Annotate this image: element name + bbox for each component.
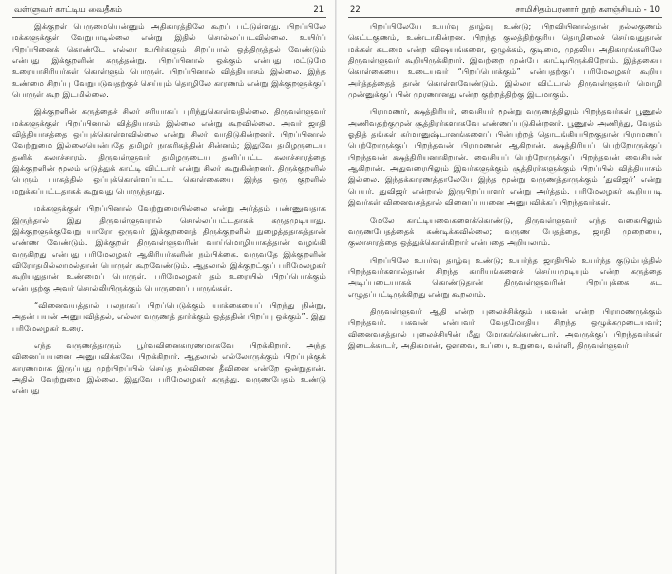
right-page — [336, 0, 672, 574]
right-paragraph-2: பிராமணர், க்ஷத்திரியர், வைசியர் மூன்று வருணத்திலும் பிறந்தவர்கள் பூணூல் அணிவதற்குமுன் சூத்திரர்களாகவே எண்ணப்படுகின்றனர். பூணூல் அணிந்து, வேதம் ஓதித் தங்கள் கர்மானுஷ்டானங்களைப் பின்பற்றத் தொடங்கியபிறகுதான் பிராமணப் பெற்றோருக்குப் பிறந்தவன் பிராமணன் ஆகிறான். க்ஷத்திரியப் பெற்றோருக்குப் பிறந்தவன் க்ஷத்திரியனாகிறான். வைசியப் பெற்றோருக்குப் பிறந்தவன் வைசியன் ஆகிறான். அதுவரையிலும் இவர்களுக்கும் சூத்திரர்களுக்கும் பிறப்பில் வித்தியாசம் இல்லை. இந்தக்காரணத்தாலேயே இந்த மூன்று வருணத்தாருக்கும் ‘துவிஜர்’ என்று பெயர். துவிஜர் என்றால் இருபிறப்பாளர் என்று அர்த்தம். பரிமேலழகர் கூறியபடி இவர்கள் வினைவசத்தால் வினைப்பயனை அனுபவிக்கப் பிறந்தவர்கள். — [348, 106, 662, 208]
left-page-number: 21 — [313, 4, 324, 14]
right-paragraph-1: பிறப்பிலேயே உயர்வு தாழ்வு உண்டு; பிறவியினால்தான் நல்லகுணம் கெட்டகுணம், உண்டாகின்றன. பிறந்த குலத்திற்குரிய தொழிலைச் செய்வதுதான் மக்கள் கடமை என்ற விஷயங்களை, ஒழுக்கம், குடிமை, முதலிய அதிகாரங்களிலே திருவள்ளுவர் கூறியிருக்கிறார். இவற்றை முன்பே காட்டியிருக்கிறோம். இத்தகைய கொள்கையை உடையவர் “பிறப்பொக்கும்” என்பதற்குப் பரிமேலழகர் கூறிய அர்த்தத்தைத் தான் கொள்ளவேண்டும். இல்லா விட்டால் திருவள்ளுவர் மொழி முன்னுக்குப் பின் முரணானது என்ற குற்றத்திற்கு இடமாகும். — [348, 21, 662, 100]
right-running-head-title: சாமிசிதம்பரனார் நூற் களஞ்சியம் - 10 — [515, 4, 660, 14]
left-paragraph-1: இக்குறள் பெருமையென்னும் அதிகாரத்திலே கூறப் பட்டுள்ளது. பிறப்பிலே மக்களுக்குள் வேறுபாடில்லை என்று இதில் சொல்லப்படவில்லை. உயிர்ப் பிறப்பினைக் கொண்டே எல்லா உயிர்களும் சிறப்பால் ஒத்திருத்தல் வேண்டும் என்பது இக்குறளின் கருத்தன்று. பிறப்பினால் ஒக்கும் என்பது மட்டுமே உரையாசிரியர்கள் கொள்ளும் பொருள். பிறப்பினால் வித்தியாசம் இல்லை. இந்த உண்மை சிறப்பு வேறுபடுவதற்குச் செய்யும் தொழிலே காரணம் என்று இக்குறளுக்குப் பொருள் கூற இடமில்லை. — [12, 21, 326, 100]
right-page-number: 22 — [350, 4, 361, 14]
left-running-head-title: வள்ளுவர் காட்டிய வைதீகம் — [14, 4, 122, 14]
left-paragraph-3: மக்களுக்குள் பிறப்பினால் வேற்றுமையில்லை என்று அர்த்தம் பண்ணுவதாக இருந்தால் இது திருவள்ளுவரால் சொல்லப்பட்டதாகக் கருதமுடியாது. இக்குறளுக்குவேறு யாரோ ஒருவர் இக்குறளைத் திருக்குறளில் நுழைத்ததாகத்தான் எண்ண வேண்டும். இக்குறள் திருவள்ளுவரின் வாய்மொழியாகத்தான் வழங்கி வருகிறது என்பது பரிமேலழகர் ஆகிரியர்களின் நம்பிக்கை. வருவதே இக்குறளின் விரோதமில்லாமல்தான் பொருள் கூறவேண்டும். ஆதலால் இக்குறட்குப் பரிமேலழகர் கூறியதுதான் உண்மைப் பொருள். பரிமேலழகர் தம் உரையில் பிறப்பொக்கும் என்பதற்கு அவர் சொல்லியிருக்கும் பொருளைப் பாருங்கள். — [12, 203, 326, 293]
left-paragraph-2: இக்குறளின் கருத்தைச் சிலர் சரியாகப் புரிந்துகொள்வதில்லை. திருவள்ளுவர் மக்களுக்குள் பிறப்பினால் வித்தியாசம் இல்லை என்று கூறவில்லை. அவர் ஜாதி வித்தியாசத்தை ஒப்புக்கொள்ளவில்லை என்று சிலர் வாதிடுகின்றனர். பிறப்பினால் வேற்றுமை இல்லையென்பதே தமிழர் நாகரிகத்தின் சின்னம்; இதுவே தமிழருடைய தனிக் கலாச்சாரம். திருவள்ளுவர் தமிழருடைய தனிப்பட்ட கலாச்சாரத்தை இக்குறளின் மூலம் எடுத்துக் காட்டி விட்டார் என்று சிலர் கூறுகின்றனர். திருக்குறளில் பெரும் பாகத்தில் ஒப்புக்கொள்ளப்பட்ட கொள்கையை இந்த ஒரு குறளில் மறுக்கப்பட்டதாகக் கூறுவது பொருந்தாது. — [12, 106, 326, 196]
left-paragraph-5: எந்த வருணத்தாரும் பூர்வவினைகாரணமாகவே பிறக்கிறார். அந்த வினைப்பயனை அனுபவிக்கவே பிறக்கிறார். ஆதலால் எல்லோருக்கும் பிறப்புக்குக் காரணமாக இருப்பது முற்பிறப்பில் செய்த நல்வினை தீவினை என்றே ஒன்றுதான். அதில் வேற்றுமை இல்லை. இதுவே பரிமேலழகர் கருத்து. வருணபேதம் உண்டு என்பது — [12, 339, 326, 396]
right-paragraph-4: பிறப்பிலே உயர்வு தாழ்வு உண்டு; உயர்ந்த ஜாதியில் உயர்ந்த குடும்பத்தில் பிறந்தவர்களால்தான் சிறந்த காரியங்களைச் செய்யமுடியும் என்ற கருத்தை அடிப்படையாகக் கொண்டுதான் திருவள்ளுவரின் பிறப்புக்கை சுட எழுதப்பட்டிருக்கிறது என்று கூறலாம். — [348, 254, 662, 299]
right-paragraph-3: மேலே காட்டியவைகளைக்கொண்டு, திருவள்ளுவர் எந்த வகையிலும் வருணபேதத்தைக் கண்டிக்கவில்லை; வருண பேதத்தை, ஜாதி முறையை, குலாசாரத்தை ஒத்துக்கொள்கிறார் என்பதை அறியலாம். — [348, 214, 662, 248]
right-paragraph-5: திருவள்ளுவர் ஆதி என்ற புலைச்சிக்கும் பகவன் என்ற பிராமணருக்கும் பிறந்தவர். பகவன் என்பவர் வேதமோதிய சிறந்த ஒழுக்கமுடையவர்; வினைவசத்தால் புலைச்சியின் மீது மோகங்கொண்டார். அவருக்குப் பிறந்தவர்கள் இடைக்காடர், அதிகமான், ஔவை, உப்பை, உறுவை, வள்ளி, திருவள்ளுவர் — [348, 305, 662, 350]
left-running-head — [12, 4, 326, 18]
left-paragraph-4: “வினைவயத்தால் பலநாகப் பிறப்பெடுக்கும் யாக்கையைப் பிறந்து நின்று, அதன் பயன் அனுபவித்தல், எல்லா வருணத் தார்க்கும் ஒத்ததின் பிறப்பு ஒக்கும்”. இது பரிமேலழகர் உரை. — [12, 299, 326, 333]
right-running-head — [348, 4, 662, 18]
